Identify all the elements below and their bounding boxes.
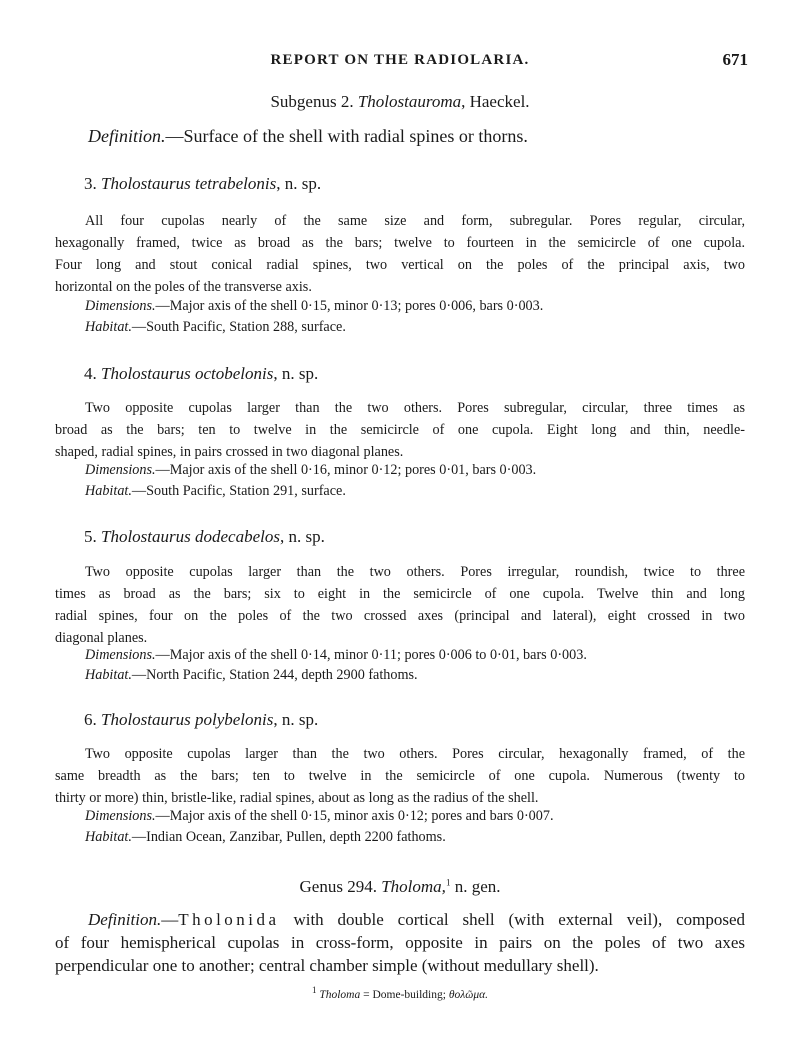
genus-name: Tholoma, <box>381 877 446 896</box>
footnote-term: Tholoma <box>319 989 361 1001</box>
subgenus-definition <box>88 126 528 147</box>
genus-heading: Genus 294. Tholoma,$^1$ n. gen. <box>299 877 501 896</box>
species-heading: 3. Tholostaurus tetrabelonis, n. sp. <box>84 174 322 193</box>
species-dimensions: Dimensions.—Major axis of the shell 0·14, minor 0·11; pores 0·006 to 0·01, bars 0·003. <box>85 647 587 663</box>
species-description: Two opposite cupolas larger than the two others. Pores subregular, circular, three times as broad as the bars; ten to twelve in the semicircle of one cupola. Eight long and thin, needle- shaped, radial spines, in pairs crossed in two diagonal planes. <box>55 400 745 460</box>
footnote: $^1$ Tholoma = Dome-building; θολῶμα. <box>311 985 489 1001</box>
subgenus-heading <box>0 92 800 112</box>
species-habitat: Habitat.—South Pacific, Station 291, surface. <box>85 483 346 499</box>
species-heading: 5. Tholostaurus dodecabelos, n. sp. <box>84 527 325 546</box>
species-description: Two opposite cupolas larger than the two others. Pores irregular, roundish, twice to three times as broad as the bars; six to eight in the semicircle of one cupola. Twelve thin and long radial spines, four on the poles of the two crossed axes (principal and lateral), eight crossed in two diagonal planes. <box>55 564 745 646</box>
species-habitat: Habitat.—North Pacific, Station 244, depth 2900 fathoms. <box>85 667 418 683</box>
subgenus-author: , Haeckel. <box>461 92 530 111</box>
page-number: 671 <box>722 50 748 69</box>
species-dimensions: Dimensions.—Major axis of the shell 0·15, minor 0·13; pores 0·006, bars 0·003. <box>85 298 544 314</box>
species-name: Tholostaurus tetrabelonis <box>101 174 277 193</box>
family-name: Tholonida <box>178 910 280 929</box>
species-habitat: Habitat.—South Pacific, Station 288, surface. <box>85 319 346 335</box>
species-dimensions: Dimensions.—Major axis of the shell 0·16, minor 0·12; pores 0·01, bars 0·003. <box>85 462 537 478</box>
genus-definition: Definition.—Tholonida with double cortical shell (with external veil), composed of four hemispherical cupolas in cross-form, opposite in pairs on the poles of two axes perpendicular one to another; central chamber simple (without medullary shell). <box>55 910 745 975</box>
subgenus-prefix: Subgenus 2. <box>270 92 354 111</box>
species-name: Tholostaurus polybelonis <box>101 710 274 729</box>
species-description: Two opposite cupolas larger than the two others. Pores circular, hexagonally framed, of the same breadth as the bars; ten to twelve in the semicircle of one cupola. Numerous (twenty to thirty or more) thin, bristle-like, radial spines, about as long as the radius of the shell. <box>55 746 745 806</box>
definition-text: —Surface of the shell with radial spines or thorns. <box>165 126 528 146</box>
footnote-ref: 1 <box>445 877 451 888</box>
definition-label: Definition. <box>88 910 162 929</box>
running-title: REPORT ON THE RADIOLARIA. <box>270 52 530 68</box>
definition-label: Definition. <box>88 126 166 146</box>
species-heading: 4. Tholostaurus octobelonis, n. sp. <box>84 364 319 383</box>
species-name: Tholostaurus dodecabelos <box>101 527 280 546</box>
species-dimensions: Dimensions.—Major axis of the shell 0·15, minor axis 0·12; pores and bars 0·007. <box>85 808 554 824</box>
species-habitat: Habitat.—Indian Ocean, Zanzibar, Pullen, depth 2200 fathoms. <box>85 829 446 845</box>
running-header <box>0 50 800 74</box>
species-description: All four cupolas nearly of the same size and form, subregular. Pores regular, circular, hexagonally framed, twice as broad as the bars; twelve to fourteen in the semicircle of one cupola. Four long and stout conical radial spines, two vertical on the poles of the principal axis, two horizontal on the poles of the transverse axis. <box>55 213 745 295</box>
footnote-greek: θολῶμα. <box>448 989 489 1001</box>
subgenus-name: Tholostauroma <box>357 92 462 111</box>
species-name: Tholostaurus octobelonis <box>101 364 274 383</box>
species-heading: 6. Tholostaurus polybelonis, n. sp. <box>84 710 319 729</box>
